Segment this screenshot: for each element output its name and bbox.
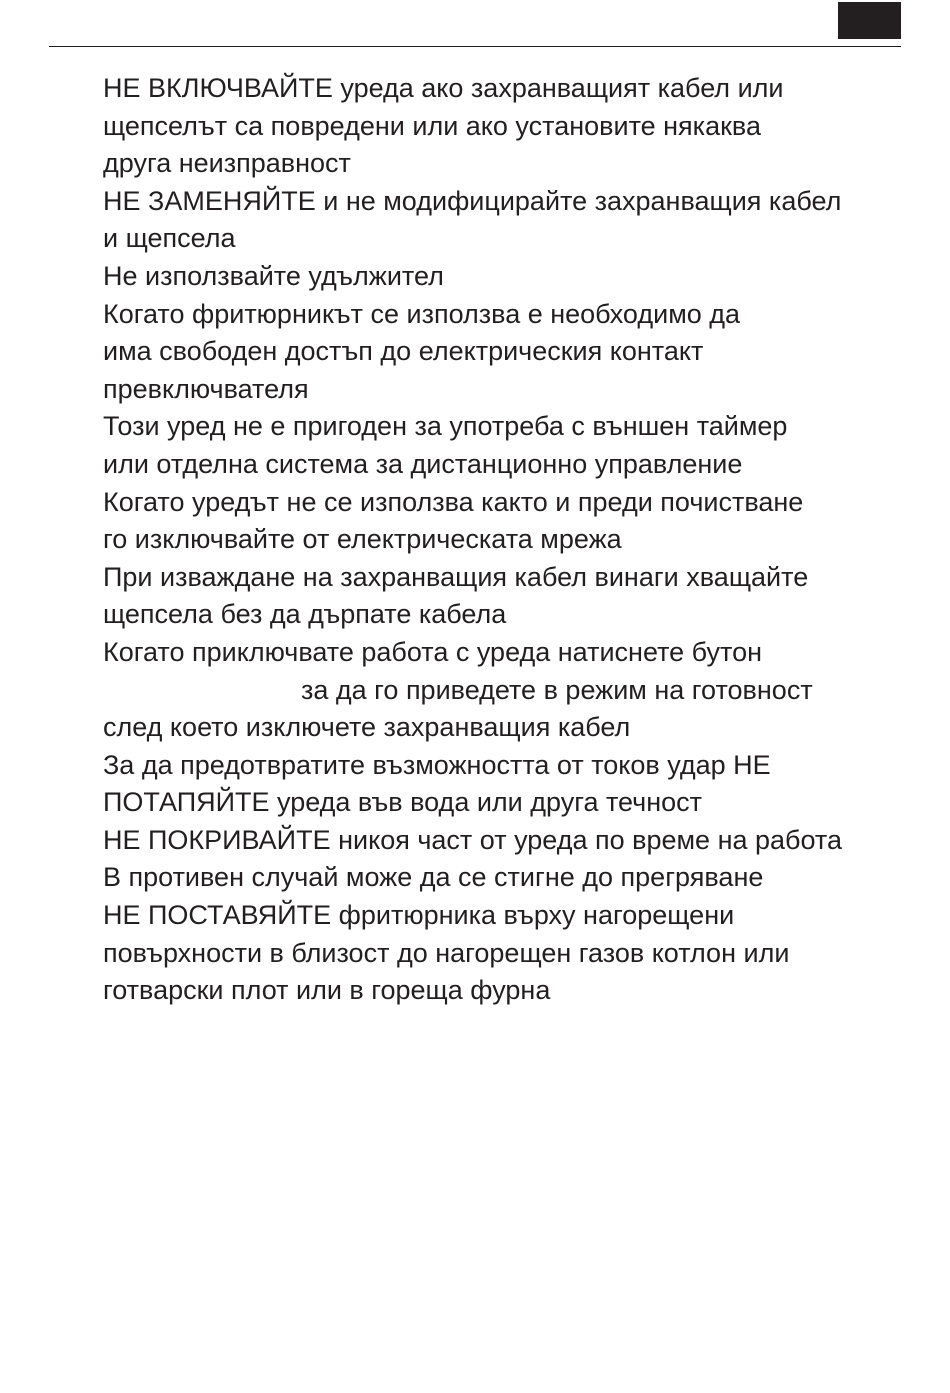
text-line: За да предотвратите възможността от токов удар НЕ [103, 749, 771, 780]
text-line: В противен случай може да се стигне до прегряване [103, 862, 764, 893]
text-line: При изваждане на захранващия кабел винаги хващайте [103, 561, 809, 592]
text-line: след което изключете захранващия кабел [103, 712, 631, 743]
text-line: ПОТАПЯЙТЕ уреда във вода или друга течност [103, 787, 703, 818]
safety-instructions-text [103, 70, 893, 1010]
text-line: Когато фритюрникът се използва е необходимо да [103, 298, 741, 329]
text-line: и щепсела [103, 223, 236, 254]
text-line: щепселът са повредени или ако установите някаква [103, 110, 761, 141]
text-line: НЕ ПОСТАВЯЙТЕ фритюрника върху нагорещени [103, 900, 735, 931]
text-line: или отделна система за дистанционно управление [103, 448, 743, 479]
text-line: щепсела без да дърпате кабела [103, 599, 507, 630]
text-line: Не използвайте удължител [103, 260, 444, 291]
text-line: превключвателя [103, 373, 309, 404]
text-line: друга неизправност [103, 148, 351, 179]
header-divider [49, 46, 901, 47]
page-tab-marker [838, 2, 901, 39]
text-line: Този уред не е пригоден за употреба с външен таймер [103, 411, 788, 442]
text-line: Когато приключвате работа с уреда натиснете бутон [103, 636, 763, 667]
text-line: НЕ ПОКРИВАЙТЕ никоя част от уреда по време на работа [103, 824, 843, 855]
text-line-indented: за да го приведете в режим на готовност [301, 674, 813, 705]
text-line: го изключвайте от електрическата мрежа [103, 524, 622, 555]
text-line: Когато уредът не се използва както и преди почистване [103, 486, 804, 517]
text-line: готварски плот или в гореща фурна [103, 975, 551, 1006]
text-line: има свободен достъп до електрическия контакт [103, 336, 704, 367]
text-line: повърхности в близост до нагорещен газов котлон или [103, 937, 790, 968]
text-line: НЕ ВКЛЮЧВАЙТЕ уреда ако захранващият кабел или [103, 73, 784, 103]
text-line: НЕ ЗАМЕНЯЙТЕ и не модифицирайте захранващия кабел [103, 185, 842, 216]
